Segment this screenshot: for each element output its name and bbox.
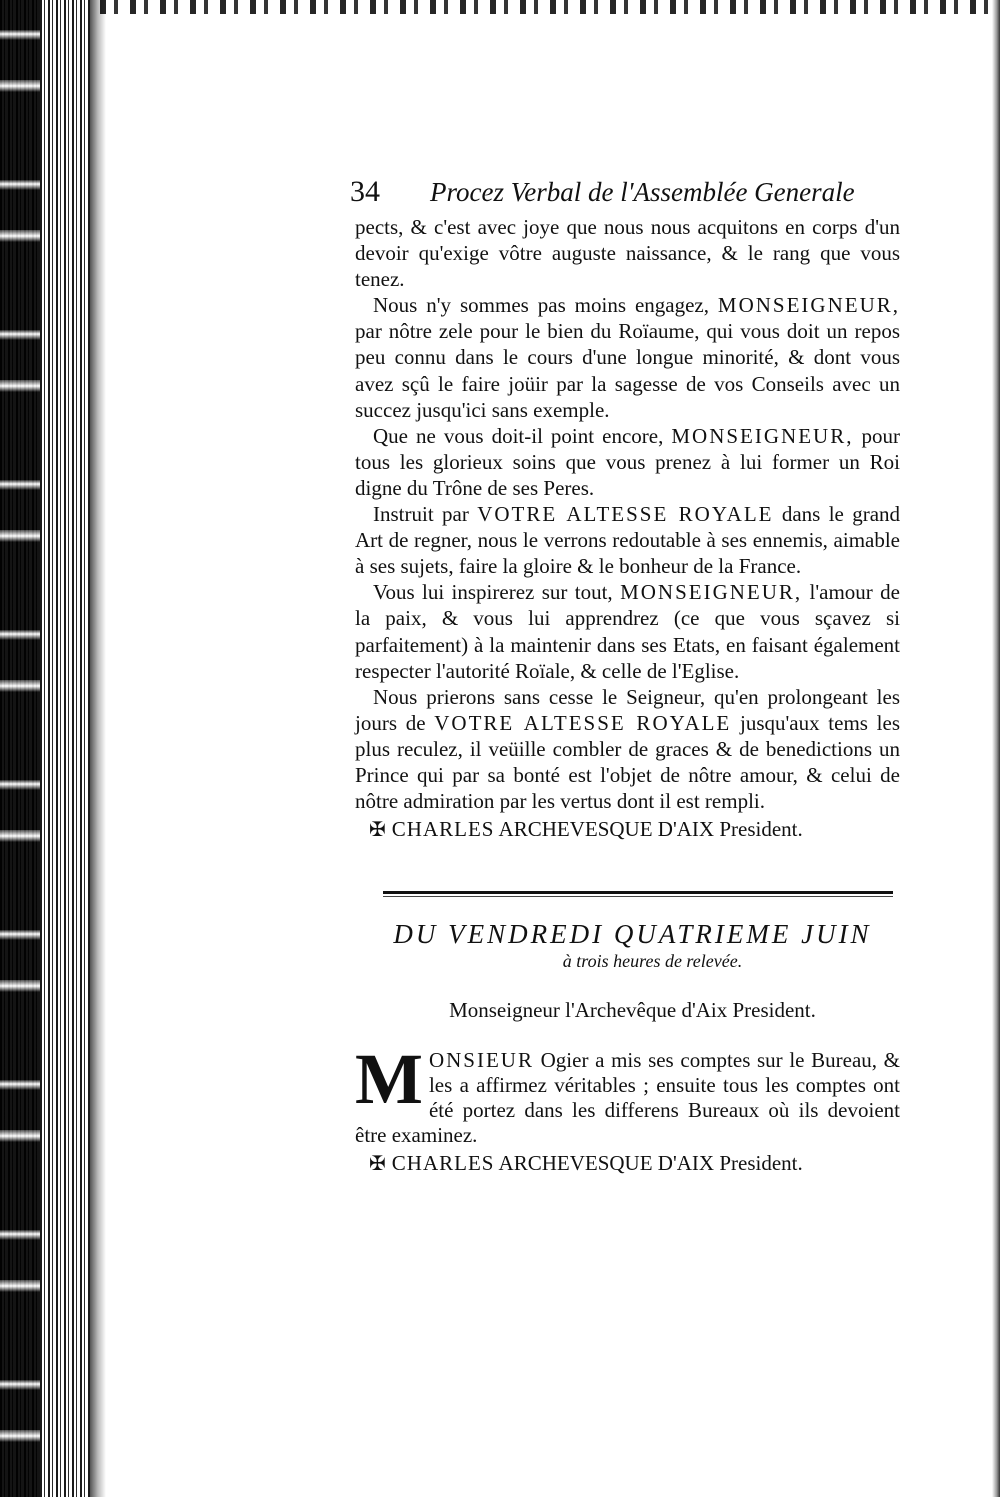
- paragraph-4-text-b: dans le grand Art de regner, nous le verrons redoutable à ses ennemis, aimable à ses sujets, faire la gloire & le bonheur de la France.: [355, 502, 901, 579]
- paragraph-1: [355, 214, 900, 292]
- paragraph-1-text: pects, & c'est avec joye que nous nous acquitons en corps d'un devoir qu'exige vôtre auguste naissance, & le rang que vous tenez.: [355, 215, 900, 292]
- paragraph-6-smallcaps: VOTRE ALTESSE ROYALE: [434, 710, 732, 735]
- session-subheading: à trois heures de relevée.: [562, 951, 743, 971]
- section-divider-thin: [383, 896, 893, 897]
- paragraph-5-smallcaps: MONSEIGNEUR,: [620, 580, 803, 605]
- session-presidency: Monseigneur l'Archevêque d'Aix President.: [449, 998, 816, 1022]
- signature-2: [369, 1148, 803, 1179]
- page-header: [350, 172, 910, 212]
- paragraph-5: [355, 579, 900, 683]
- paragraph-2-text-b: par nôtre zele pour le bien du Roïaume, qui vous doit un repos peu connu dans le cours d'une longue minorité, & dont vous avez sçû le faire joüir par la sagesse de vos Conseils avec un succez jusqu'ici sans exemple.: [355, 319, 900, 422]
- paragraph-6-text-a: Nous prierons sans cesse le Seigneur, qu'en prolongeant les jours de: [355, 684, 900, 735]
- paragraph-3: [355, 423, 900, 501]
- binding-shadow: [0, 0, 40, 1497]
- paragraph-5-text-b: l'amour de la paix, & vous lui apprendrez (ce que vous sçavez si parfaitement) à la maintenir dans ses Etats, en faisant également respecter l'autorité Roïale, & celle de l'Eglise.: [355, 580, 900, 683]
- paragraph-4-smallcaps: VOTRE ALTESSE ROYALE: [477, 502, 774, 527]
- minutes-text: [355, 1039, 901, 1148]
- page-number: 34: [350, 175, 380, 208]
- signature-1-name: CHARLES: [391, 817, 495, 842]
- paragraph-4: [355, 501, 900, 579]
- minutes-body: Ogier a mis ses comptes sur le Bureau, & les a affirmez véritables ; ensuite tous les comptes ont été portez dans les differens Bureaux où ils devoient être examinez.: [355, 1048, 901, 1147]
- paragraph-6-text-b: jusqu'aux tems les plus reculez, il veüille combler de graces & de benedictions un Prince qui par sa bonté est l'objet de nôtre amour, & celui de nôtre admiration par les vertus dont il est rempli.: [355, 710, 901, 814]
- minutes-paragraph: [355, 1039, 901, 1148]
- paragraph-5-text-a: Vous lui inspirerez sur tout,: [373, 580, 613, 605]
- paragraph-3-smallcaps: MONSEIGNEUR,: [671, 423, 854, 448]
- minutes-smallcaps: ONSIEUR: [428, 1048, 534, 1072]
- session-heading: DU VENDREDI QUATRIEME JUIN: [393, 919, 872, 949]
- paragraph-2: [355, 292, 900, 422]
- paragraph-2-text-a: Nous n'y sommes pas moins engagez,: [373, 293, 709, 318]
- paragraph-2-smallcaps: MONSEIGNEUR,: [717, 293, 901, 318]
- signature-2-title: ARCHEVESQUE D'AIX President.: [498, 1151, 803, 1175]
- signature-1-title: ARCHEVESQUE D'AIX President.: [498, 817, 803, 842]
- right-page-edge: [992, 0, 1000, 1497]
- signature-2-name: CHARLES: [391, 1151, 495, 1175]
- paragraph-3-text-a: Que ne vous doit-il point encore,: [373, 423, 664, 448]
- top-page-edge: [100, 0, 1000, 14]
- signature-1: [355, 814, 900, 845]
- section-divider: [383, 891, 893, 894]
- paragraph-6: [355, 684, 900, 814]
- paragraph-4-text-a: Instruit par: [373, 502, 469, 527]
- running-title: Procez Verbal de l'Assemblée Generale: [430, 177, 855, 207]
- binding-fade: [90, 0, 106, 1497]
- speech-text: [355, 214, 900, 845]
- cross-icon: ✠: [369, 819, 386, 842]
- paragraph-3-text-b: pour tous les glorieux soins que vous prenez à lui former un Roi digne du Trône de ses Peres.: [355, 423, 900, 500]
- cross-icon: ✠: [369, 1153, 386, 1175]
- drop-cap: M: [355, 1039, 423, 1119]
